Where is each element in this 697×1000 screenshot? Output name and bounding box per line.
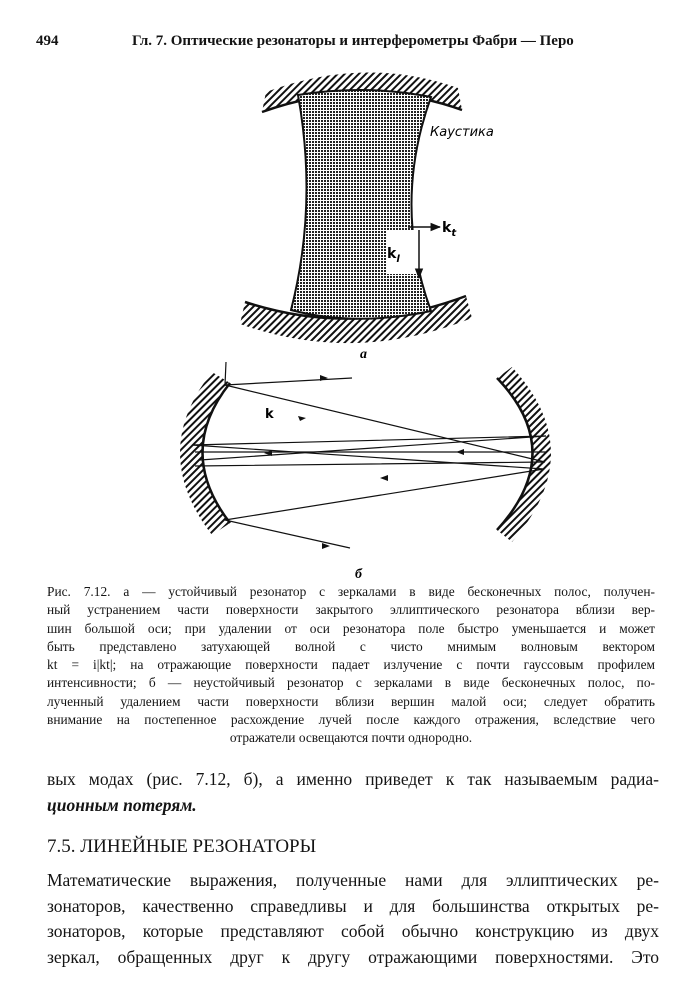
right-mirror — [497, 367, 551, 542]
caption-line: интенсивности; б — неустойчивый резонатор с зеркалами в виде бесконечных полос, по- — [47, 675, 655, 691]
continuation-line: вых модах (рис. 7.12, б), а именно приведет к так называемым радиа- — [47, 769, 659, 789]
sublabel-a: а — [360, 347, 367, 362]
running-title: Гл. 7. Оптические резонаторы и интерферометры Фабри — Перо — [132, 33, 574, 49]
caption-line: ный устранением части поверхности закрытого эллиптического резонатора вблизи вер- — [47, 602, 655, 618]
caption-line: внимание на постепенное расхождение лучей после каждого отражения, вследствие чего — [47, 712, 655, 728]
label-kl: $k_l$ — [387, 246, 400, 265]
continuation-paragraph — [47, 766, 659, 818]
figure-b-unstable-resonator — [0, 360, 697, 590]
caption-line: kt = i|kt|; на отражающие поверхности падает излучение с почти гауссовым профилем — [47, 657, 655, 673]
figure-caption — [47, 583, 655, 748]
caption-line: лученный удалением части поверхности вблизи вершин малой оси; следует обратить — [47, 693, 655, 709]
caustic-region — [291, 90, 431, 319]
sublabel-b: б — [355, 567, 362, 582]
caption-line: отражатели освещаются почти однородно. — [229, 730, 473, 746]
figure-a-stable-resonator — [0, 70, 697, 370]
continuation-line: ционным потерям. — [47, 795, 197, 815]
body-line: Математические выражения, полученные нами для эллиптических ре- — [47, 870, 659, 890]
body-paragraph — [47, 868, 659, 970]
ray-paths — [192, 362, 546, 548]
caption-line: шин большой оси; при удалении от оси резонатора поле быстро уменьшается и может — [47, 620, 655, 636]
page-number: 494 — [36, 33, 59, 49]
page-header — [36, 33, 656, 55]
body-line: зонаторов, качественно справедливы и для большинства открытых ре- — [47, 895, 659, 916]
body-line: зонаторов, которые представляют собой обычно конструкцию из двух — [47, 921, 659, 941]
body-line: зеркал, обращенных друг к другу отражающими поверхностями. Это — [47, 946, 659, 967]
label-caustic: Каустика — [430, 125, 494, 140]
label-k: k — [265, 407, 274, 422]
caption-line: Рис. 7.12. а — устойчивый резонатор с зеркалами в виде бесконечных полос, получен- — [47, 584, 655, 599]
label-kt: $k_t$ — [442, 220, 457, 239]
caption-line: быть представлено затухающей волной с чисто мнимым волновым вектором — [47, 638, 655, 654]
section-title: 7.5. ЛИНЕЙНЫЕ РЕЗОНАТОРЫ — [47, 836, 317, 857]
